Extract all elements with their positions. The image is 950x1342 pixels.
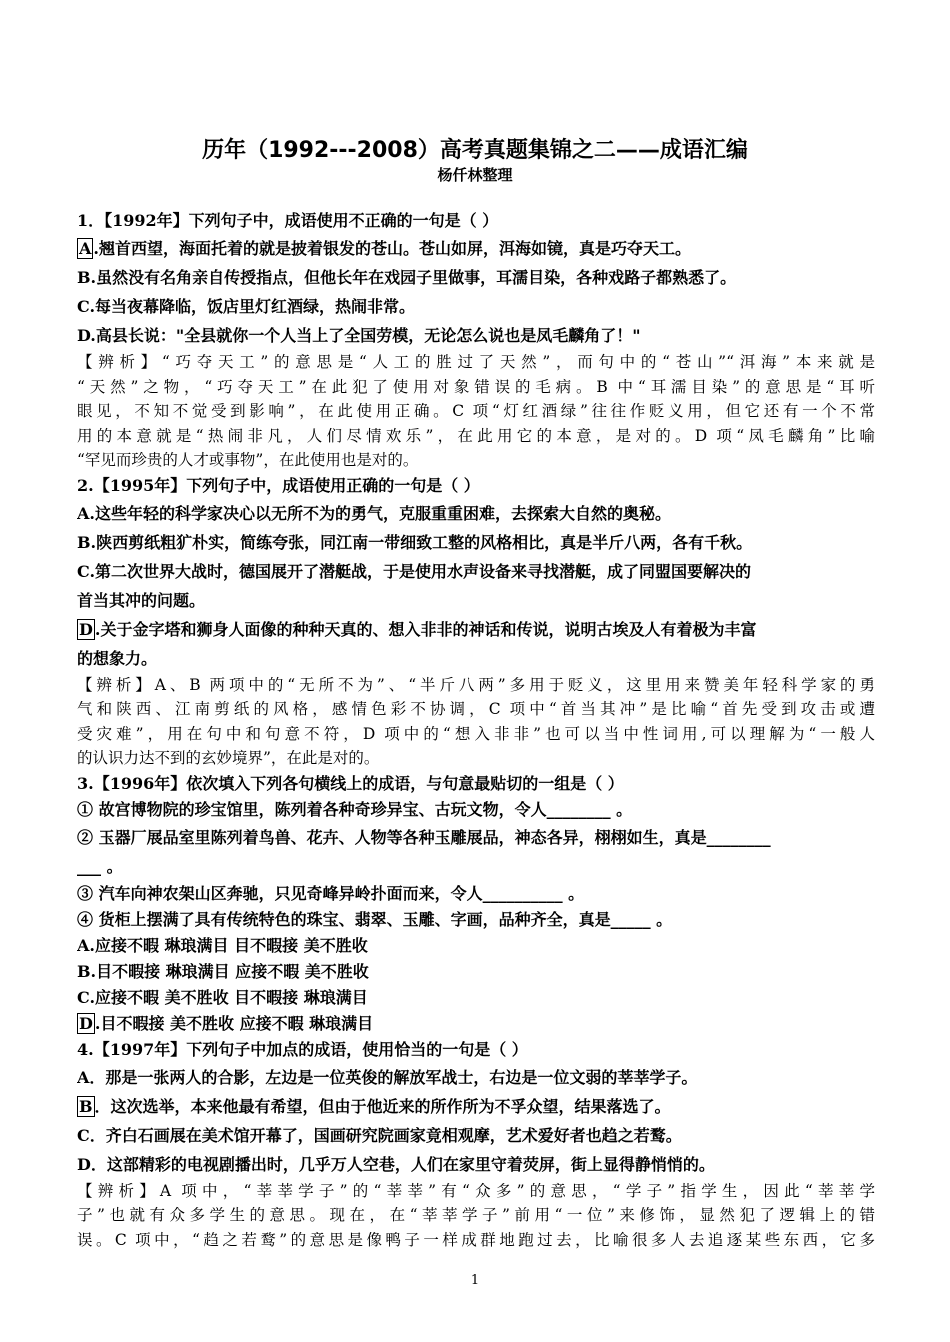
answer-box: A: [79, 239, 92, 258]
explanation-4-line: 子”也就有众多学生的意思。现在，在“莘莘学子”前用“一位”来修饰，显然犯了逻辑上的错: [77, 1206, 875, 1224]
question-2-option-d: D .关于金字塔和狮身人面像的种种天真的、想入非非的神话和传说，说明古埃及人有着极为丰富: [79, 619, 757, 639]
explanation-2-line: 气和陕西、江南剪纸的风格，感情色彩不协调，C 项中“首当其冲”是比喻“首先受到攻击或遭: [77, 700, 875, 718]
explanation-1-line: “天然”之物，“巧夺天工”在此犯了使用对象错误的毛病。B 中“耳濡目染”的意思是“耳听: [77, 377, 875, 396]
page-number: 1: [470, 1273, 480, 1288]
document-title: 历年（1992---2008）高考真题集锦之二——成语汇编: [202, 138, 748, 163]
question-1-stem: 1．【1992年】下列句子中，成语使用不正确的一句是（ ）: [77, 211, 499, 230]
question-4-stem: 4.【1997年】下列句子中加点的成语，使用恰当的一句是（ ）: [77, 1039, 528, 1059]
question-3-option-c: C.应接不暇 美不胜收 目不暇接 琳琅满目: [77, 987, 368, 1007]
question-2-stem: 2.【1995年】下列句子中，成语使用正确的一句是（ ）: [77, 475, 480, 495]
question-2-option-b: B.陕西剪纸粗犷朴实，简练夸张，同江南一带细致工整的风格相比，真是半斤八两，各有千秋。: [77, 532, 753, 552]
question-2-option-a: A.这些年轻的科学家决心以无所不为的勇气，克服重重困难，去探索大自然的奥秘。: [77, 503, 671, 523]
explanation-1-line: 【辨析】“巧夺天工”的意思是“人工的胜过了天然”，而句中的“苍山”“洱海”本来就是: [77, 353, 875, 371]
question-4-option-b: B ．这次选举，本来他最有希望，但由于他近来的所作所为不孚众望，结果落选了。: [79, 1096, 671, 1116]
question-1-option-c: C.每当夜幕降临，饭店里灯红酒绿，热闹非常。: [77, 297, 416, 316]
question-3-sentence-3: ③ 汽车向神农架山区奔驰，只见奇峰异岭扑面而来，令人__________ 。: [77, 883, 585, 903]
document-author: 杨仟林整理: [437, 166, 513, 184]
explanation-4-line: 误。C 项中，“趋之若鹜”的意思是像鸭子一样成群地跑过去，比喻很多人去追逐某些东西，它多: [77, 1230, 875, 1249]
question-3-stem: 3.【1996年】依次填入下列各句横线上的成语，与句意最贴切的一组是（ ）: [77, 773, 624, 793]
question-3-sentence-4: ④ 货柜上摆满了具有传统特色的珠宝、翡翠、玉雕、字画，品种齐全，真是_____ 。: [77, 909, 673, 929]
question-4-option-d: D．这部精彩的电视剧播出时，几乎万人空巷，人们在家里守着荧屏，街上显得静悄悄的。: [77, 1154, 715, 1174]
question-3-option-a: A.应接不暇 琳琅满目 目不暇接 美不胜收: [77, 935, 368, 955]
question-3-sentence-2-cont: ___ 。: [77, 856, 123, 876]
question-3-sentence-2: ② 玉器厂展品室里陈列着鸟兽、花卉、人物等各种玉雕展品，神态各异，栩栩如生，真是________: [77, 827, 771, 847]
answer-box: D: [79, 1013, 93, 1033]
explanation-4-line: 【辨析】A 项中，“莘莘学子”的“莘莘”有“众多”的意思，“学子”指学生，因此“莘莘学: [77, 1181, 875, 1200]
answer-box: D: [79, 619, 93, 639]
explanation-1-line: “罕见而珍贵的人才或事物”，在此使用也是对的。: [77, 451, 419, 469]
document-body: [77, 208, 875, 1252]
question-1-option-a: A .翘首西望，海面托着的就是披着银发的苍山。苍山如屏，洱海如镜，真是巧夺天工。: [79, 239, 691, 258]
question-2-option-c-cont: 首当其冲的问题。: [77, 590, 206, 610]
answer-box: B: [79, 1096, 93, 1116]
question-3-sentence-1: ① 故宫博物院的珍宝馆里，陈列着各种奇珍异宝、古玩文物，令人________ 。: [77, 799, 633, 819]
explanation-2-line: 受灾难”，用在句中和句意不符，D 项中的“想入非非”也可以当中性词用,可以理解为“一般人: [77, 724, 875, 743]
question-1-option-b: B.虽然没有名角亲自传授指点，但他长年在戏园子里做事，耳濡目染，各种戏路子都熟悉了。: [77, 268, 737, 287]
explanation-2-line: 【辨析】A、B 两项中的“无所不为”、“半斤八两”多用于贬义，这里用来赞美年轻科学家的勇: [77, 675, 875, 694]
explanation-1-line: 眼见，不知不觉受到影响”，在此使用正确。C 项“灯红酒绿”往往作贬义用，但它还有一个不常: [77, 402, 875, 420]
question-3-option-b: B.目不暇接 琳琅满目 应接不暇 美不胜收: [77, 961, 369, 981]
question-2-option-d-cont: 的想象力。: [77, 648, 158, 668]
question-4-option-c: C．齐白石画展在美术馆开幕了，国画研究院画家竟相观摩，艺术爱好者也趋之若鹜。: [77, 1125, 682, 1145]
explanation-1-line: 用的本意就是“热闹非凡，人们尽情欢乐”，在此用它的本意，是对的。D 项“凤毛麟角”比喻: [77, 426, 875, 445]
question-4-option-a: A．那是一张两人的合影，左边是一位英俊的解放军战士，右边是一位文弱的莘莘学子。: [77, 1067, 698, 1087]
question-3-option-d: D .目不暇接 美不胜收 应接不暇 琳琅满目: [79, 1013, 374, 1033]
explanation-2-line: 的认识力达不到的玄妙境界”，在此是对的。: [77, 749, 380, 767]
question-2-option-c: C.第二次世界大战时，德国展开了潜艇战，于是使用水声设备来寻找潜艇，成了同盟国要解决的: [77, 561, 752, 581]
question-1-option-d: D.高县长说："全县就你一个人当上了全国劳模，无论怎么说也是凤毛麟角了！": [77, 326, 641, 345]
